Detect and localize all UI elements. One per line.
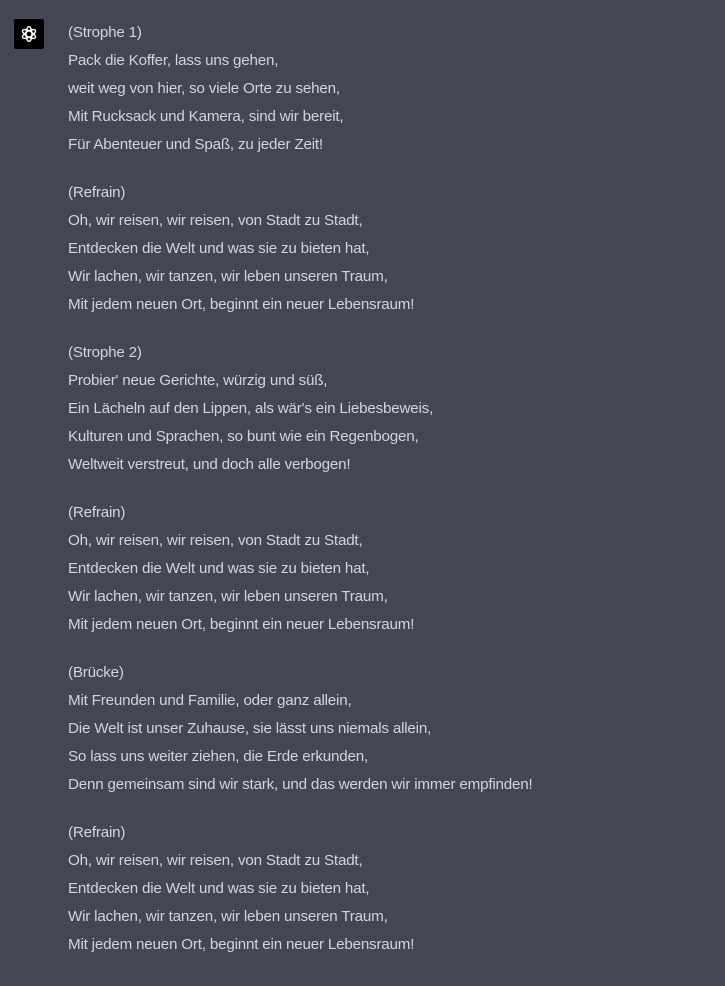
lyric-line: weit weg von hier, so viele Orte zu sehen, [68, 80, 340, 97]
stanza [68, 659, 705, 799]
lyric-line: Wir lachen, wir tanzen, wir leben unseren Traum, [68, 908, 388, 925]
stanza-title: (Strophe 2) [68, 344, 142, 361]
lyric-line: Wir lachen, wir tanzen, wir leben unseren Traum, [68, 268, 388, 285]
lyric-line: Mit Freunden und Familie, oder ganz allein, [68, 692, 352, 709]
openai-logo-icon [18, 23, 40, 45]
assistant-avatar [14, 19, 44, 49]
lyric-line: Oh, wir reisen, wir reisen, von Stadt zu Stadt, [68, 532, 363, 549]
stanza [68, 19, 705, 159]
stanza-title: (Refrain) [68, 504, 126, 521]
lyric-line: Oh, wir reisen, wir reisen, von Stadt zu Stadt, [68, 852, 363, 869]
lyric-line: Entdecken die Welt und was sie zu bieten hat, [68, 240, 370, 257]
lyric-line: Probier' neue Gerichte, würzig und süß, [68, 372, 328, 389]
lyric-line: Wir lachen, wir tanzen, wir leben unseren Traum, [68, 588, 388, 605]
lyric-line: Mit jedem neuen Ort, beginnt ein neuer Lebensraum! [68, 936, 415, 953]
stanza-title: (Brücke) [68, 664, 124, 681]
stanza [68, 499, 705, 639]
stanza-title: (Refrain) [68, 184, 126, 201]
lyric-line: Die Welt ist unser Zuhause, sie lässt uns niemals allein, [68, 720, 432, 737]
lyric-line: Oh, wir reisen, wir reisen, von Stadt zu Stadt, [68, 212, 363, 229]
lyric-line: Entdecken die Welt und was sie zu bieten hat, [68, 560, 370, 577]
stanza [68, 339, 705, 479]
lyric-line: Entdecken die Welt und was sie zu bieten hat, [68, 880, 370, 897]
lyric-line: So lass uns weiter ziehen, die Erde erkunden, [68, 748, 368, 765]
stanza-title: (Strophe 1) [68, 24, 142, 41]
lyric-line: Denn gemeinsam sind wir stark, und das werden wir immer empfinden! [68, 776, 533, 793]
stanza [68, 179, 705, 319]
lyric-line: Pack die Koffer, lass uns gehen, [68, 52, 279, 69]
stanza-title: (Refrain) [68, 824, 126, 841]
stanza [68, 819, 705, 959]
lyric-line: Mit jedem neuen Ort, beginnt ein neuer Lebensraum! [68, 296, 415, 313]
lyric-line: Mit jedem neuen Ort, beginnt ein neuer Lebensraum! [68, 616, 415, 633]
lyric-line: Kulturen und Sprachen, so bunt wie ein Regenbogen, [68, 428, 419, 445]
lyric-line: Weltweit verstreut, und doch alle verbogen! [68, 456, 351, 473]
assistant-message [68, 19, 705, 979]
lyric-line: Mit Rucksack und Kamera, sind wir bereit, [68, 108, 344, 125]
lyric-line: Ein Lächeln auf den Lippen, als wär's ein Liebesbeweis, [68, 400, 434, 417]
lyric-line: Für Abenteuer und Spaß, zu jeder Zeit! [68, 136, 323, 153]
